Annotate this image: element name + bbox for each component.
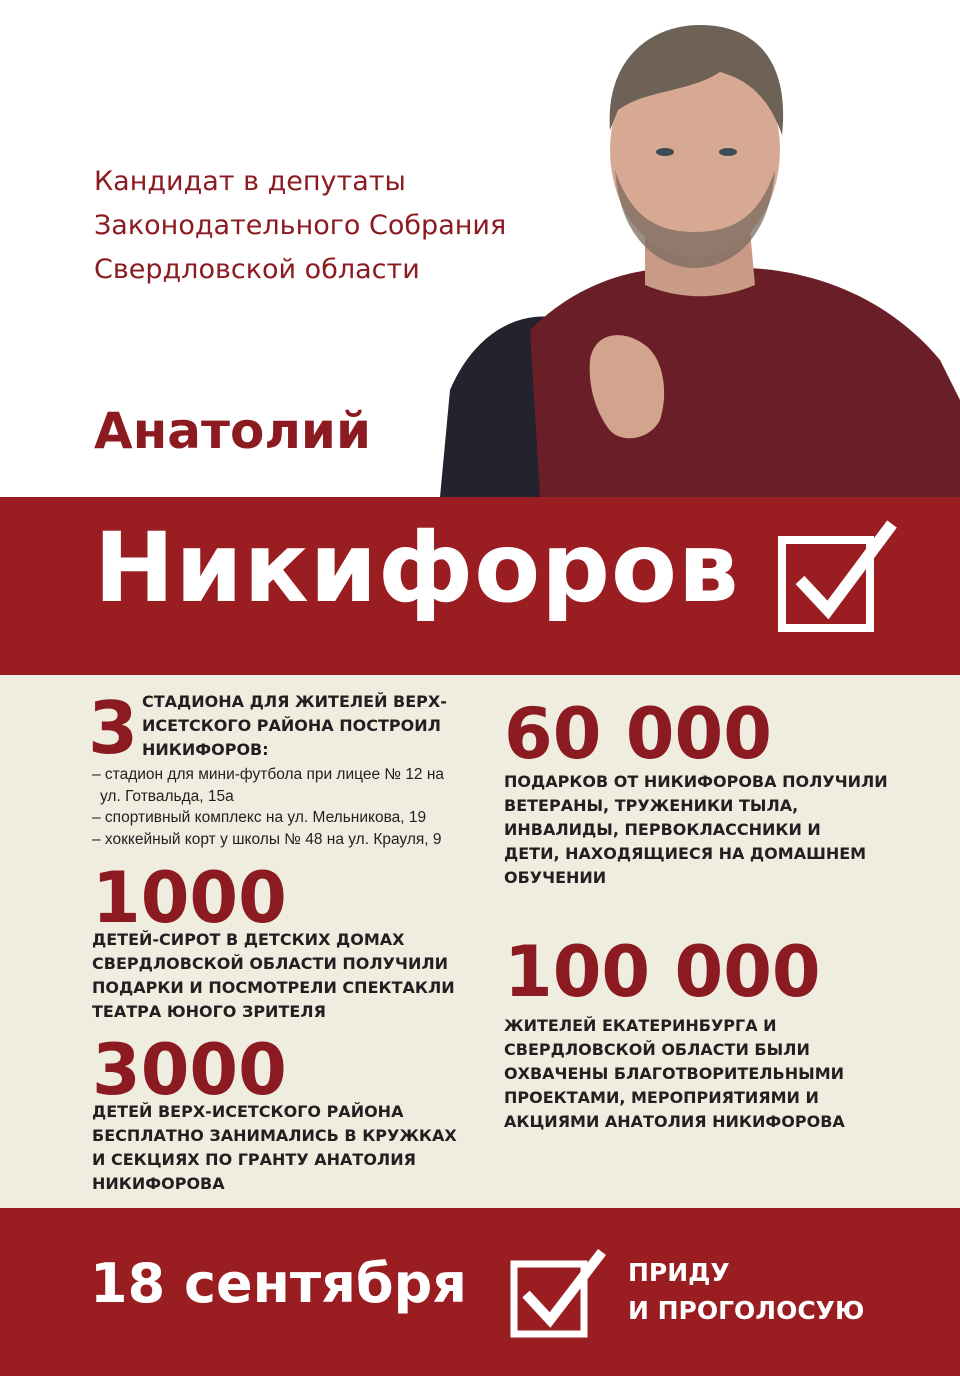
stat-number: 100 000 [504, 931, 821, 1013]
stat-number: 1000 [92, 857, 287, 939]
subtitle-line: Кандидат в депутаты [94, 166, 406, 197]
stadium-list [92, 764, 444, 850]
checkbox-check-icon [510, 1246, 606, 1340]
stat-caption [504, 770, 888, 890]
caption-line: НИКИФОРОВ: [142, 740, 269, 759]
caption-line: НИКИФОРОВА [92, 1174, 225, 1193]
first-name: Анатолий [94, 402, 372, 460]
caption-line: ИСЕТСКОГО РАЙОНА ПОСТРОИЛ [142, 716, 441, 735]
eye-shape [656, 148, 674, 156]
caption-line: ДЕТЕЙ-СИРОТ В ДЕТСКИХ ДОМАХ [92, 930, 405, 949]
vote-call-to-action [628, 1254, 864, 1330]
stat-caption [504, 1014, 845, 1134]
caption-line: СВЕРДЛОВСКОЙ ОБЛАСТИ ПОЛУЧИЛИ [92, 954, 449, 973]
list-item: – спортивный комплекс на ул. Мельникова, 19 [92, 809, 427, 826]
subtitle-line: Законодательного Собрания [94, 210, 507, 241]
last-name: Никифоров [94, 512, 740, 624]
subtitle-line: Свердловской области [94, 254, 420, 285]
stat-caption [142, 690, 447, 762]
stat-number: 60 000 [504, 693, 772, 775]
caption-line: ПОДАРКОВ ОТ НИКИФОРОВА ПОЛУЧИЛИ [504, 772, 888, 791]
stat-caption [92, 1100, 457, 1196]
list-item: – хоккейный корт у школы № 48 на ул. Крауля, 9 [92, 830, 442, 848]
caption-line: И СЕКЦИЯХ ПО ГРАНТУ АНАТОЛИЯ [92, 1150, 416, 1169]
checkbox-check-icon [778, 518, 898, 636]
caption-line: ТЕАТРА ЮНОГО ЗРИТЕЛЯ [92, 1002, 326, 1021]
caption-line: СТАДИОНА ДЛЯ ЖИТЕЛЕЙ ВЕРХ- [142, 692, 447, 711]
caption-line: ЖИТЕЛЕЙ ЕКАТЕРИНБУРГА И [504, 1016, 777, 1035]
election-date: 18 сентября [90, 1252, 467, 1315]
caption-line: ВЕТЕРАНЫ, ТРУЖЕНИКИ ТЫЛА, [504, 796, 799, 815]
caption-line: ОХВАЧЕНЫ БЛАГОТВОРИТЕЛЬНЫМИ [504, 1064, 845, 1083]
cta-line: ПРИДУ [628, 1258, 730, 1287]
caption-line: ДЕТИ, НАХОДЯЩИЕСЯ НА ДОМАШНЕМ [504, 844, 867, 863]
caption-line: ДЕТЕЙ ВЕРХ-ИСЕТСКОГО РАЙОНА [92, 1102, 404, 1121]
caption-line: ПОДАРКИ И ПОСМОТРЕЛИ СПЕКТАКЛИ [92, 978, 455, 997]
caption-line: ИНВАЛИДЫ, ПЕРВОКЛАССНИКИ И [504, 820, 821, 839]
eye-shape [719, 148, 737, 156]
cta-line: И ПРОГОЛОСУЮ [628, 1296, 865, 1325]
stat-number: 3 [88, 686, 139, 770]
stat-caption [92, 928, 455, 1024]
candidate-portrait [420, 0, 960, 497]
caption-line: АКЦИЯМИ АНАТОЛИЯ НИКИФОРОВА [504, 1112, 845, 1131]
caption-line: СВЕРДЛОВСКОЙ ОБЛАСТИ БЫЛИ [504, 1040, 810, 1059]
stat-number: 3000 [92, 1029, 287, 1111]
caption-line: ОБУЧЕНИИ [504, 868, 607, 887]
list-item: ул. Готвальда, 15а [100, 787, 234, 805]
list-item: – стадион для мини-футбола при лицее № 12 на [92, 766, 445, 783]
caption-line: ПРОЕКТАМИ, МЕРОПРИЯТИЯМИ И [504, 1088, 819, 1107]
caption-line: БЕСПЛАТНО ЗАНИМАЛИСЬ В КРУЖКАХ [92, 1126, 457, 1145]
